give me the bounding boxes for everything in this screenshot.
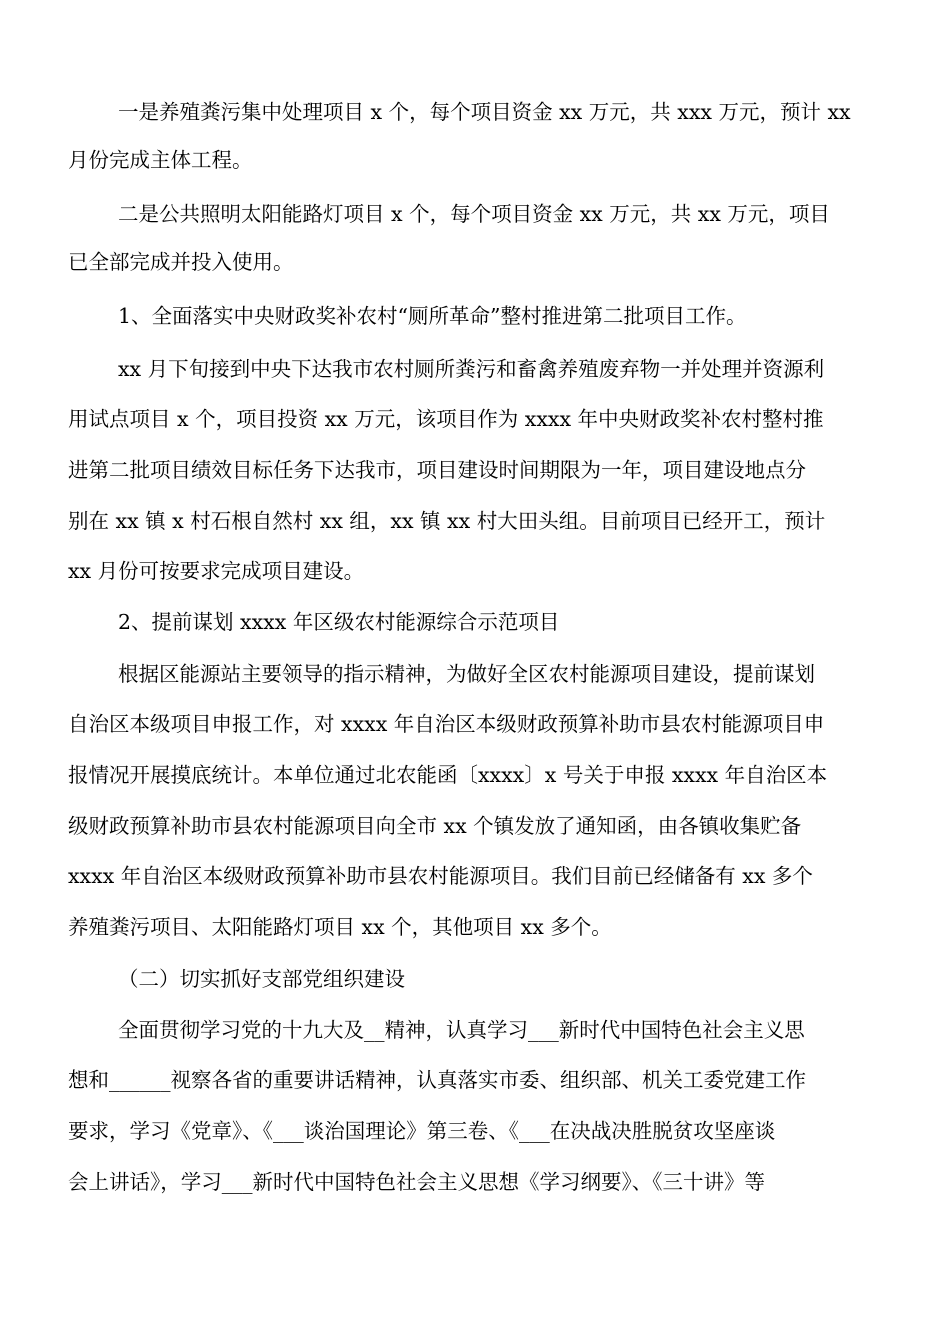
paragraph-line: 全面贯彻学习党的十九大及__精神，认真学习___新时代中国特色社会主义思 xyxy=(118,1018,805,1042)
paragraph-line: 根据区能源站主要领导的指示精神，为做好全区农村能源项目建设，提前谋划 xyxy=(118,662,815,686)
paragraph-line: xx 月下旬接到中央下达我市农村厕所粪污和畜禽养殖废弃物一并处理并资源利 xyxy=(118,357,825,381)
paragraph-line: 会上讲话》，学习___新时代中国特色社会主义思想《学习纲要》、《三十讲》等 xyxy=(68,1170,765,1194)
paragraph-line: 进第二批项目绩效目标任务下达我市，项目建设时间期限为一年，项目建设地点分 xyxy=(68,458,806,482)
paragraph-line: 报情况开展摸底统计。本单位通过北农能函〔xxxx〕x 号关于申报 xxxx 年自治区本 xyxy=(68,763,828,787)
heading-line: 2、提前谋划 xxxx 年区级农村能源综合示范项目 xyxy=(118,610,560,634)
paragraph-line: 级财政预算补助市县农村能源项目向全市 xx 个镇发放了通知函，由各镇收集贮备 xyxy=(68,814,802,838)
paragraph-line: 二是公共照明太阳能路灯项目 x 个，每个项目资金 xx 万元，共 xx 万元，项目 xyxy=(118,202,830,226)
heading-line: 1、全面落实中央财政奖补农村“厕所革命”整村推进第二批项目工作。 xyxy=(118,304,747,328)
paragraph-line: 自治区本级项目申报工作，对 xxxx 年自治区本级财政预算补助市县农村能源项目申 xyxy=(68,712,825,736)
paragraph-line: 养殖粪污项目、太阳能路灯项目 xx 个，其他项目 xx 多个。 xyxy=(68,915,612,939)
paragraph-line: 别在 xx 镇 x 村石根自然村 xx 组，xx 镇 xx 村大田头组。目前项目已经开工，预计 xyxy=(68,509,826,533)
paragraph-line: xx 月份可按要求完成项目建设。 xyxy=(68,559,365,583)
paragraph-line: 已全部完成并投入使用。 xyxy=(68,250,294,274)
paragraph-line: xxxx 年自治区本级财政预算补助市县农村能源项目。我们目前已经储备有 xx 多个 xyxy=(68,864,813,888)
paragraph-line: 月份完成主体工程。 xyxy=(68,148,253,172)
paragraph-line: 想和______视察各省的重要讲话精神，认真落实市委、组织部、机关工委党建工作 xyxy=(68,1068,806,1092)
section-heading: （二）切实抓好支部党组织建设 xyxy=(118,967,405,991)
paragraph-line: 要求，学习《党章》、《___谈治国理论》第三卷、《___在决战决胜脱贫攻坚座谈 xyxy=(68,1119,776,1143)
paragraph-line: 用试点项目 x 个，项目投资 xx 万元，该项目作为 xxxx 年中央财政奖补农村整村推 xyxy=(68,407,824,431)
paragraph-line: 一是养殖粪污集中处理项目 x 个，每个项目资金 xx 万元，共 xxx 万元，预计 xx xyxy=(118,100,851,124)
